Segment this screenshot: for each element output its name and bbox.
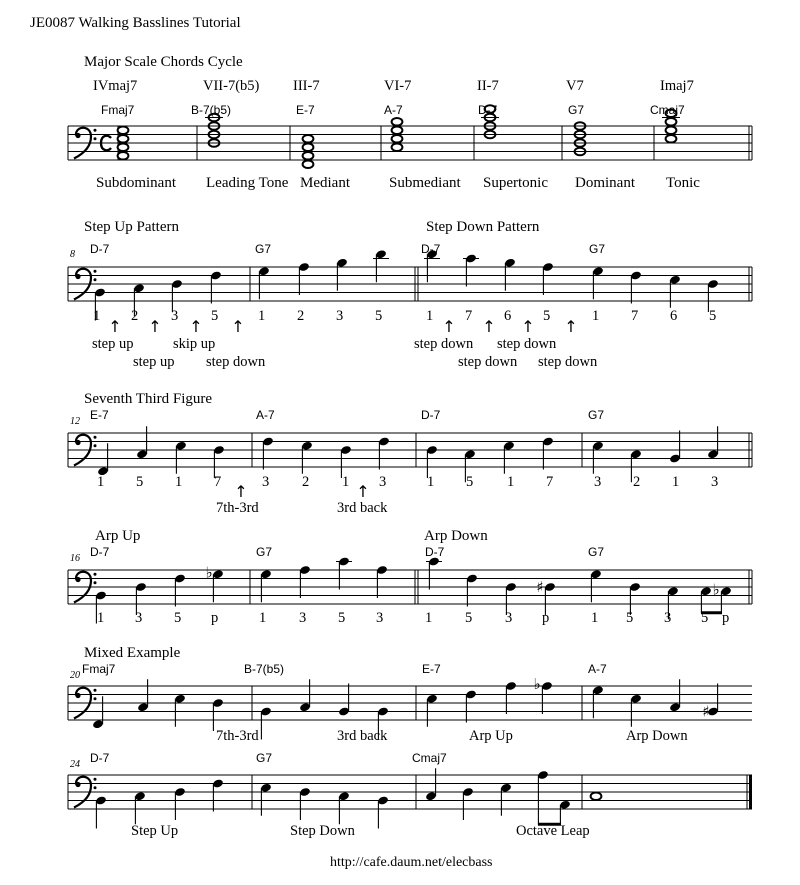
annotation: step down [206,354,266,370]
bass-clef-icon [94,278,97,281]
scale-degree: 3 [376,610,384,626]
section-title-arp-down: Arp Down [424,528,488,544]
chord-symbol: E-7 [296,103,315,117]
chord-symbol: G7 [255,242,272,256]
annotation: 3rd back [337,500,388,516]
chord-symbol: Cmaj7 [412,751,447,765]
annotation: step down [497,336,557,352]
chord-symbol: D-7 [425,545,445,559]
measure-number: 24 [70,759,80,770]
scale-degree: 3 [505,610,513,626]
chord-symbol: Fmaj7 [82,662,116,676]
up-arrow-icon: ↑ [189,317,203,336]
scale-degree: 2 [297,308,305,324]
function-label: Supertonic [483,175,548,191]
chord-symbol: G7 [568,103,585,117]
whole-note-head [392,143,403,151]
roman-numeral: Imaj7 [660,78,694,94]
scale-degree: 6 [504,308,512,324]
annotation: Arp Up [469,728,513,744]
scale-degree: 3 [262,474,270,490]
roman-numeral: VII-7(b5) [203,78,260,94]
scale-degree: 7 [631,308,639,324]
function-label: Tonic [666,175,700,191]
final-barline [749,775,752,809]
chord-symbol: Cmaj7 [650,103,685,117]
whole-note-head [392,126,403,134]
up-arrow-icon: ↑ [482,317,496,336]
bass-clef-icon [75,133,80,138]
scale-degree: 3 [664,610,672,626]
roman-numeral: V7 [566,78,584,94]
chord-symbol: D-7 [421,242,441,256]
scale-degree: 7 [465,308,473,324]
scale-degree: 3 [299,610,307,626]
section-title-seventh-third: Seventh Third Figure [84,391,213,407]
up-arrow-icon: ↑ [234,482,248,501]
whole-note-head [666,118,677,126]
function-label: Mediant [300,175,350,191]
section-title-step-down: Step Down Pattern [426,219,540,235]
scale-degree: 5 [375,308,383,324]
scale-degree: 3 [379,474,387,490]
chord-symbol: G7 [256,545,273,559]
whole-note-head [118,126,129,134]
whole-note-head [666,126,677,134]
whole-note-head [392,118,403,126]
scale-degree: 3 [171,308,179,324]
scale-degree: 5 [709,308,717,324]
scale-degree: 5 [211,308,219,324]
whole-note-head [591,792,602,800]
scale-degree: 3 [135,610,143,626]
scale-degree: 2 [302,474,310,490]
chord-symbol: B-7(b5) [244,662,285,676]
annotation: Step Up [131,823,179,839]
up-arrow-icon: ↑ [148,317,162,336]
scale-degree: 1 [342,474,350,490]
up-arrow-icon: ↑ [231,317,245,336]
scale-degree: 1 [259,610,267,626]
bass-clef-icon [94,573,97,576]
scale-degree: 2 [633,474,641,490]
bass-clef-icon [94,786,97,789]
whole-note-head [303,160,314,168]
roman-numeral: VI-7 [384,78,412,94]
scale-degree: 5 [338,610,346,626]
scale-degree: 1 [175,474,183,490]
scale-degree: 2 [131,308,139,324]
scale-degree: 1 [426,308,434,324]
flat-sign-icon: ♭ [205,563,213,582]
whole-note-head [303,152,314,160]
annotation: Step Down [290,823,355,839]
chord-symbol: E-7 [422,662,441,676]
bass-clef-icon [75,440,80,445]
bass-clef-icon [94,778,97,781]
up-arrow-icon: ↑ [521,317,535,336]
scale-degree: 7 [546,474,554,490]
scale-degree: 5 [465,610,473,626]
scale-degree: 1 [507,474,515,490]
scale-degree: 3 [594,474,602,490]
chord-symbol: A-7 [588,662,607,676]
chord-symbol: A-7 [384,103,403,117]
roman-numeral: II-7 [477,78,499,94]
section-title-step-up: Step Up Pattern [84,219,179,235]
scale-degree: 3 [711,474,719,490]
bass-clef-icon [94,697,97,700]
scale-degree: 5 [136,474,144,490]
scale-degree: 3 [336,308,344,324]
up-arrow-icon: ↑ [108,317,122,336]
whole-note-head [303,135,314,143]
scale-degree: 1 [425,610,433,626]
chord-symbol: A-7 [256,408,275,422]
measure-number: 12 [70,416,80,427]
up-arrow-icon: ↑ [442,317,456,336]
scale-degree: 5 [174,610,182,626]
up-arrow-icon: ↑ [564,317,578,336]
section-title-mixed: Mixed Example [84,645,181,661]
roman-numeral: IVmaj7 [93,78,138,94]
chord-symbol: G7 [589,242,606,256]
chord-symbol: D-7 [478,103,498,117]
bass-clef-icon [94,444,97,447]
function-label: Submediant [389,175,461,191]
function-label: Leading Tone [206,175,289,191]
section-title-arp-up: Arp Up [95,528,141,544]
page-title: JE0087 Walking Basslines Tutorial [30,15,241,31]
whole-note-head [118,152,129,160]
whole-note-head [303,143,314,151]
scale-degree: 5 [543,308,551,324]
roman-numeral: III-7 [293,78,320,94]
scale-degree: 1 [258,308,266,324]
function-label: Dominant [575,175,635,191]
annotation: skip up [173,336,216,352]
chord-symbol: D-7 [90,545,110,559]
measure-number: 20 [70,670,80,681]
up-arrow-icon: ↑ [356,482,370,501]
annotation: step down [414,336,474,352]
annotation: step up [92,336,134,352]
scale-degree: 1 [427,474,435,490]
scale-degree: p [722,610,730,626]
bass-clef-icon [75,693,80,698]
scale-degree: 1 [93,308,101,324]
chord-symbol: G7 [588,545,605,559]
scale-degree: p [211,610,219,626]
annotation: Octave Leap [516,823,590,839]
scale-degree: 1 [591,610,599,626]
section-title-scale-cycle: Major Scale Chords Cycle [84,54,243,70]
bass-clef-icon [94,581,97,584]
scale-degree: 5 [626,610,634,626]
bass-clef-icon [94,270,97,273]
bass-clef-icon [94,137,97,140]
chord-symbol: D-7 [90,751,110,765]
scale-degree: 7 [214,474,222,490]
bass-clef-icon [75,782,80,787]
annotation: step down [538,354,598,370]
annotation: 7th-3rd [216,728,259,744]
scale-degree: 1 [97,610,105,626]
flat-sign-icon: ♭ [712,580,720,599]
whole-note-head [392,135,403,143]
chord-symbol: G7 [588,408,605,422]
sharp-sign-icon: ♯ [702,702,710,721]
scale-degree: p [542,610,550,626]
scale-degree: 1 [592,308,600,324]
annotation: 3rd back [337,728,388,744]
function-label: Subdominant [96,175,177,191]
bass-clef-icon [94,129,97,132]
chord-symbol: D-7 [421,408,441,422]
bass-clef-icon [75,274,80,279]
measure-number: 16 [70,553,80,564]
measure-number: 8 [70,249,75,260]
flat-sign-icon: ♭ [533,675,541,693]
scale-degree: 5 [701,610,709,626]
bass-clef-icon [94,436,97,439]
sharp-sign-icon: ♯ [536,578,544,596]
scale-degree: 1 [672,474,680,490]
whole-note-head [118,143,129,151]
bass-clef-icon [94,689,97,692]
annotation: step up [133,354,175,370]
whole-note-head [118,135,129,143]
chord-symbol: B-7(b5) [191,103,232,117]
chord-symbol: E-7 [90,408,109,422]
chord-symbol: Fmaj7 [101,103,135,117]
scale-degree: 1 [97,474,105,490]
annotation: step down [458,354,518,370]
footer-url[interactable]: http://cafe.daum.net/elecbass [330,855,493,870]
chord-symbol: D-7 [90,242,110,256]
annotation: Arp Down [626,728,688,744]
bass-clef-icon [75,577,80,582]
annotation: 7th-3rd [216,500,259,516]
whole-note-head [666,135,677,143]
chord-symbol: G7 [256,751,273,765]
scale-degree: 6 [670,308,678,324]
scale-degree: 5 [466,474,474,490]
